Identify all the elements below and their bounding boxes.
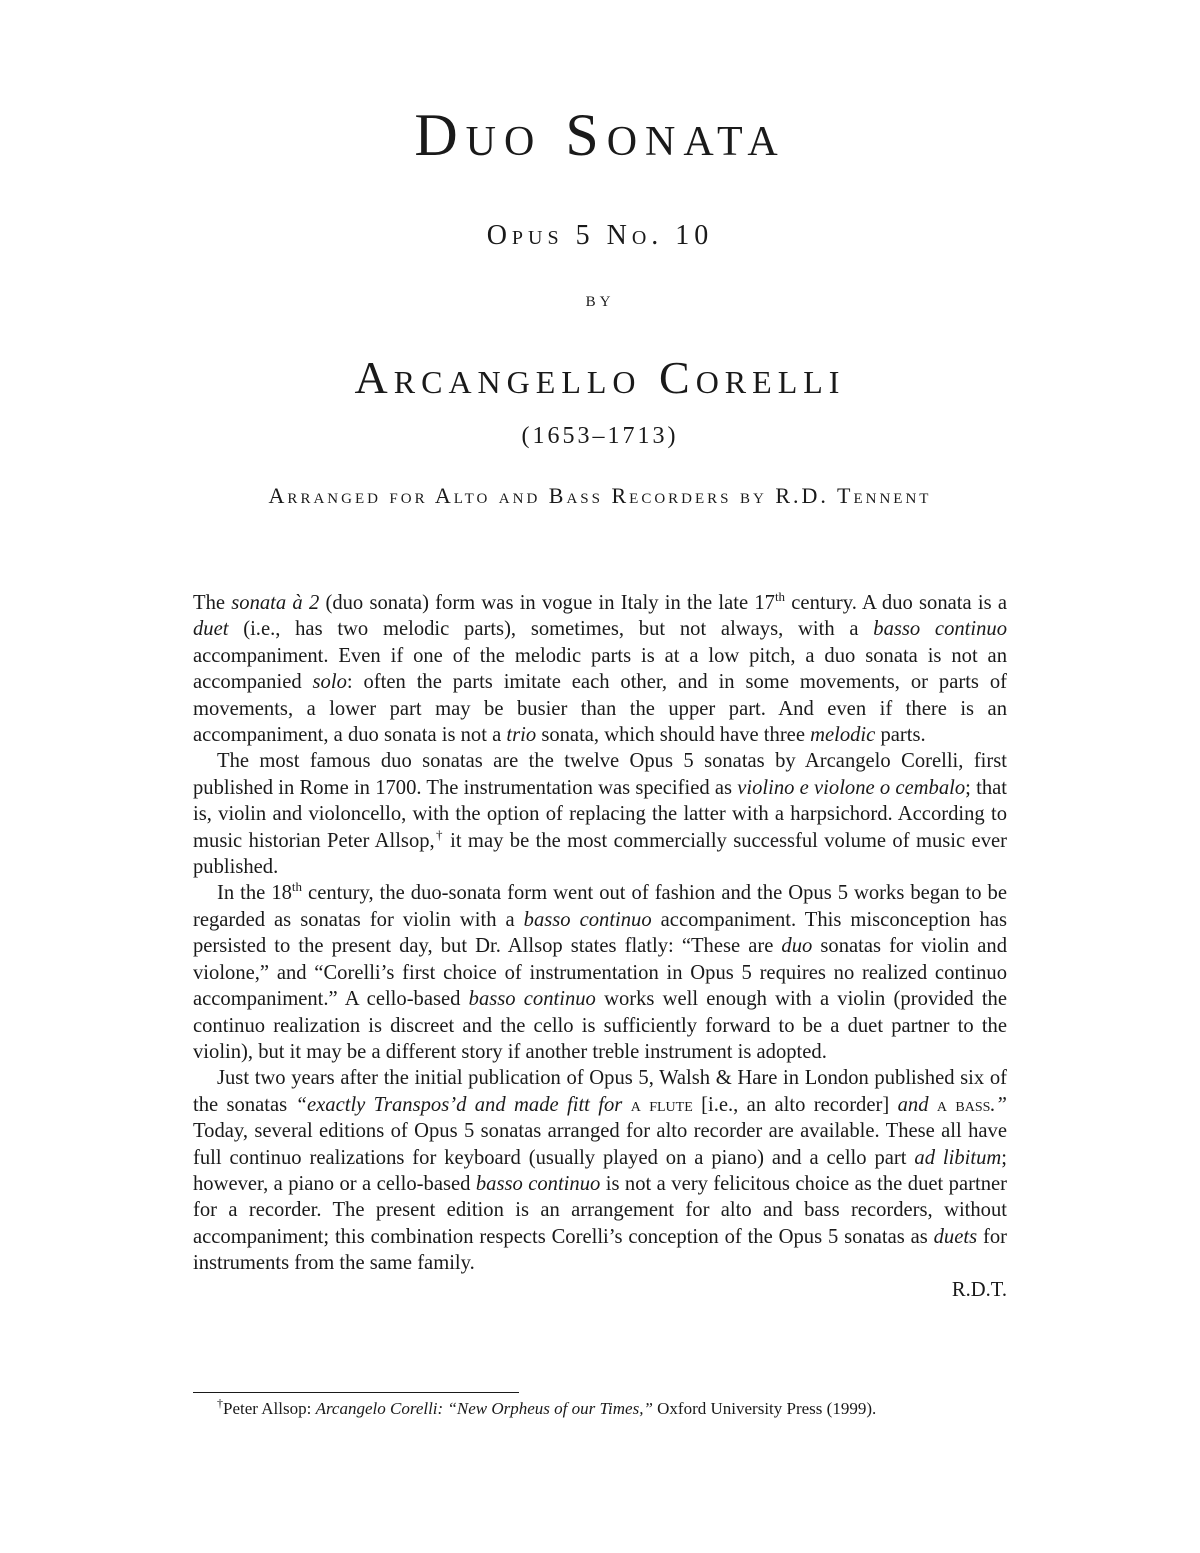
paragraph-1-run: melodic (810, 724, 876, 747)
paragraph-4-run: basso continuo (475, 1172, 601, 1195)
paragraph-1-run: duet (193, 618, 229, 641)
paragraph-4-run: .” (990, 1093, 1007, 1116)
paragraph-1-run: century. A duo sonata is a (785, 592, 1008, 614)
paragraph-2-run: † (434, 826, 444, 842)
composer-name: Arcangello Corelli (354, 352, 846, 403)
paragraph-2-run: ; that is, violin and violoncello, with the option of replacing the latter with a harpsichord. According to music historian Peter Allsop, (193, 776, 1007, 852)
paragraph-1-run: solo (312, 671, 347, 694)
paragraph-4-run: for instruments from the same family. (193, 1225, 1007, 1275)
paragraph-4-run: “exactly Transpos’d and made fitt for (295, 1093, 631, 1116)
paragraph-3-run: sonatas for violin and violone,” and “Corelli’s first choice of instrumentation in Opus 5 requires no realized continuo accompaniment.” A cello-based (193, 935, 1008, 1011)
paragraph-3-run: accompaniment. This misconception has persisted to the present day, but Dr. Allsop states flatly: “These are (193, 908, 1007, 958)
paragraph-1-run: th (774, 589, 786, 604)
paragraph-4-run: a flute (630, 1093, 693, 1116)
paragraph-1-run: parts. (875, 724, 926, 747)
by-line: by (585, 286, 615, 311)
paragraph-4-run: and (897, 1093, 937, 1116)
paragraph-3-run: th (291, 879, 303, 895)
paragraph-4-run: a bass (936, 1093, 991, 1116)
paragraph-3-run: basso continuo (523, 908, 652, 931)
paragraph-4-run: Just two years after the initial publication of Opus 5, Walsh & Hare in London published six of the sonatas (193, 1067, 1007, 1116)
paragraph-1-run: : often the parts imitate each other, and in some movements, or parts of movements, a lower part may be busier than the upper part. And even if there is an accompaniment, a duo sonata is not a (193, 671, 1007, 747)
paragraph-4 (193, 1065, 1007, 1276)
paragraph-3-run: works well enough with a violin (provided the continuo realization is discreet and the cello is sufficiently forward to be a duet partner to the violin), but it may be a different story if another treble instrument is adopted. (193, 988, 1007, 1063)
paragraph-3 (193, 880, 1007, 1065)
paragraph-4-run: duets (933, 1225, 978, 1248)
paragraph-3-run: basso continuo (468, 988, 596, 1011)
paragraph-1-run: trio (506, 724, 537, 747)
paragraph-4-run: ad libitum (914, 1146, 1002, 1169)
paragraph-3-run: duo (781, 935, 813, 958)
footnote-text (223, 1399, 876, 1418)
paragraph-4-run: ; however, a piano or a cello-based (193, 1146, 1007, 1195)
page-title: Duo Sonata (414, 102, 786, 168)
footnote-run: Peter Allsop: (223, 1399, 316, 1418)
paragraph-1 (193, 590, 1007, 748)
opus-number: Opus 5 No. 10 (486, 220, 714, 251)
footnote-run: Arcangelo Corelli: “New Orpheus of our Times,” (315, 1399, 653, 1418)
paragraph-2-run: violino e violone o cembalo (737, 776, 966, 799)
signature: R.D.T. (951, 1278, 1007, 1301)
paragraph-4-run: [i.e., an alto recorder] (692, 1093, 898, 1116)
paragraph-4-run: Today, several editions of Opus 5 sonatas arranged for alto recorder are available. These all have full continuo realizations for keyboard (usually played on a piano) and a cello part (193, 1120, 1007, 1169)
footnote-marker: † (217, 1396, 223, 1410)
paragraph-1-run: sonata, which should have three (536, 724, 811, 747)
paragraph-1-run: The (193, 592, 232, 614)
paragraph-4-run: is not a very felicitous choice as the duet partner for a recorder. The present edition is an arrangement for alto and bass recorders, without accompaniment; this combination respects Corelli’s conception of the Opus 5 sonatas as (193, 1172, 1007, 1248)
footnote-run: Oxford University Press (1999). (652, 1399, 877, 1418)
paragraph-1-run: sonata à 2 (231, 592, 320, 614)
composer-dates: (1653–1713) (521, 423, 679, 449)
paragraph-1-run: (i.e., has two melodic parts), sometimes, but not always, with a (228, 618, 874, 641)
paragraph-1-run: basso continuo (873, 618, 1007, 641)
paragraph-3-run: In the 18 (217, 882, 292, 905)
footnote (217, 1397, 1007, 1421)
paragraph-3-run: century, the duo-sonata form went out of fashion and the Opus 5 works began to be regarded as sonatas for violin with a (193, 882, 1007, 931)
paragraph-2 (193, 748, 1007, 880)
paragraph-1-run: accompaniment. Even if one of the melodic parts is at a low pitch, a duo sonata is not an accompanied (193, 644, 1007, 694)
preface-text (193, 590, 1007, 1303)
paragraph-1-run: (duo sonata) form was in vogue in Italy in the late 17 (319, 592, 775, 614)
paragraph-2-run: it may be the most commercially successful volume of music ever published. (193, 829, 1007, 879)
arranger-credit: Arranged for Alto and Bass Recorders by R.D. Tennent (268, 483, 932, 508)
footnote-rule (193, 1392, 519, 1393)
paragraph-2-run: The most famous duo sonatas are the twelve Opus 5 sonatas by Arcangelo Corelli, first published in Rome in 1700. The instrumentation was specified as (193, 750, 1007, 799)
